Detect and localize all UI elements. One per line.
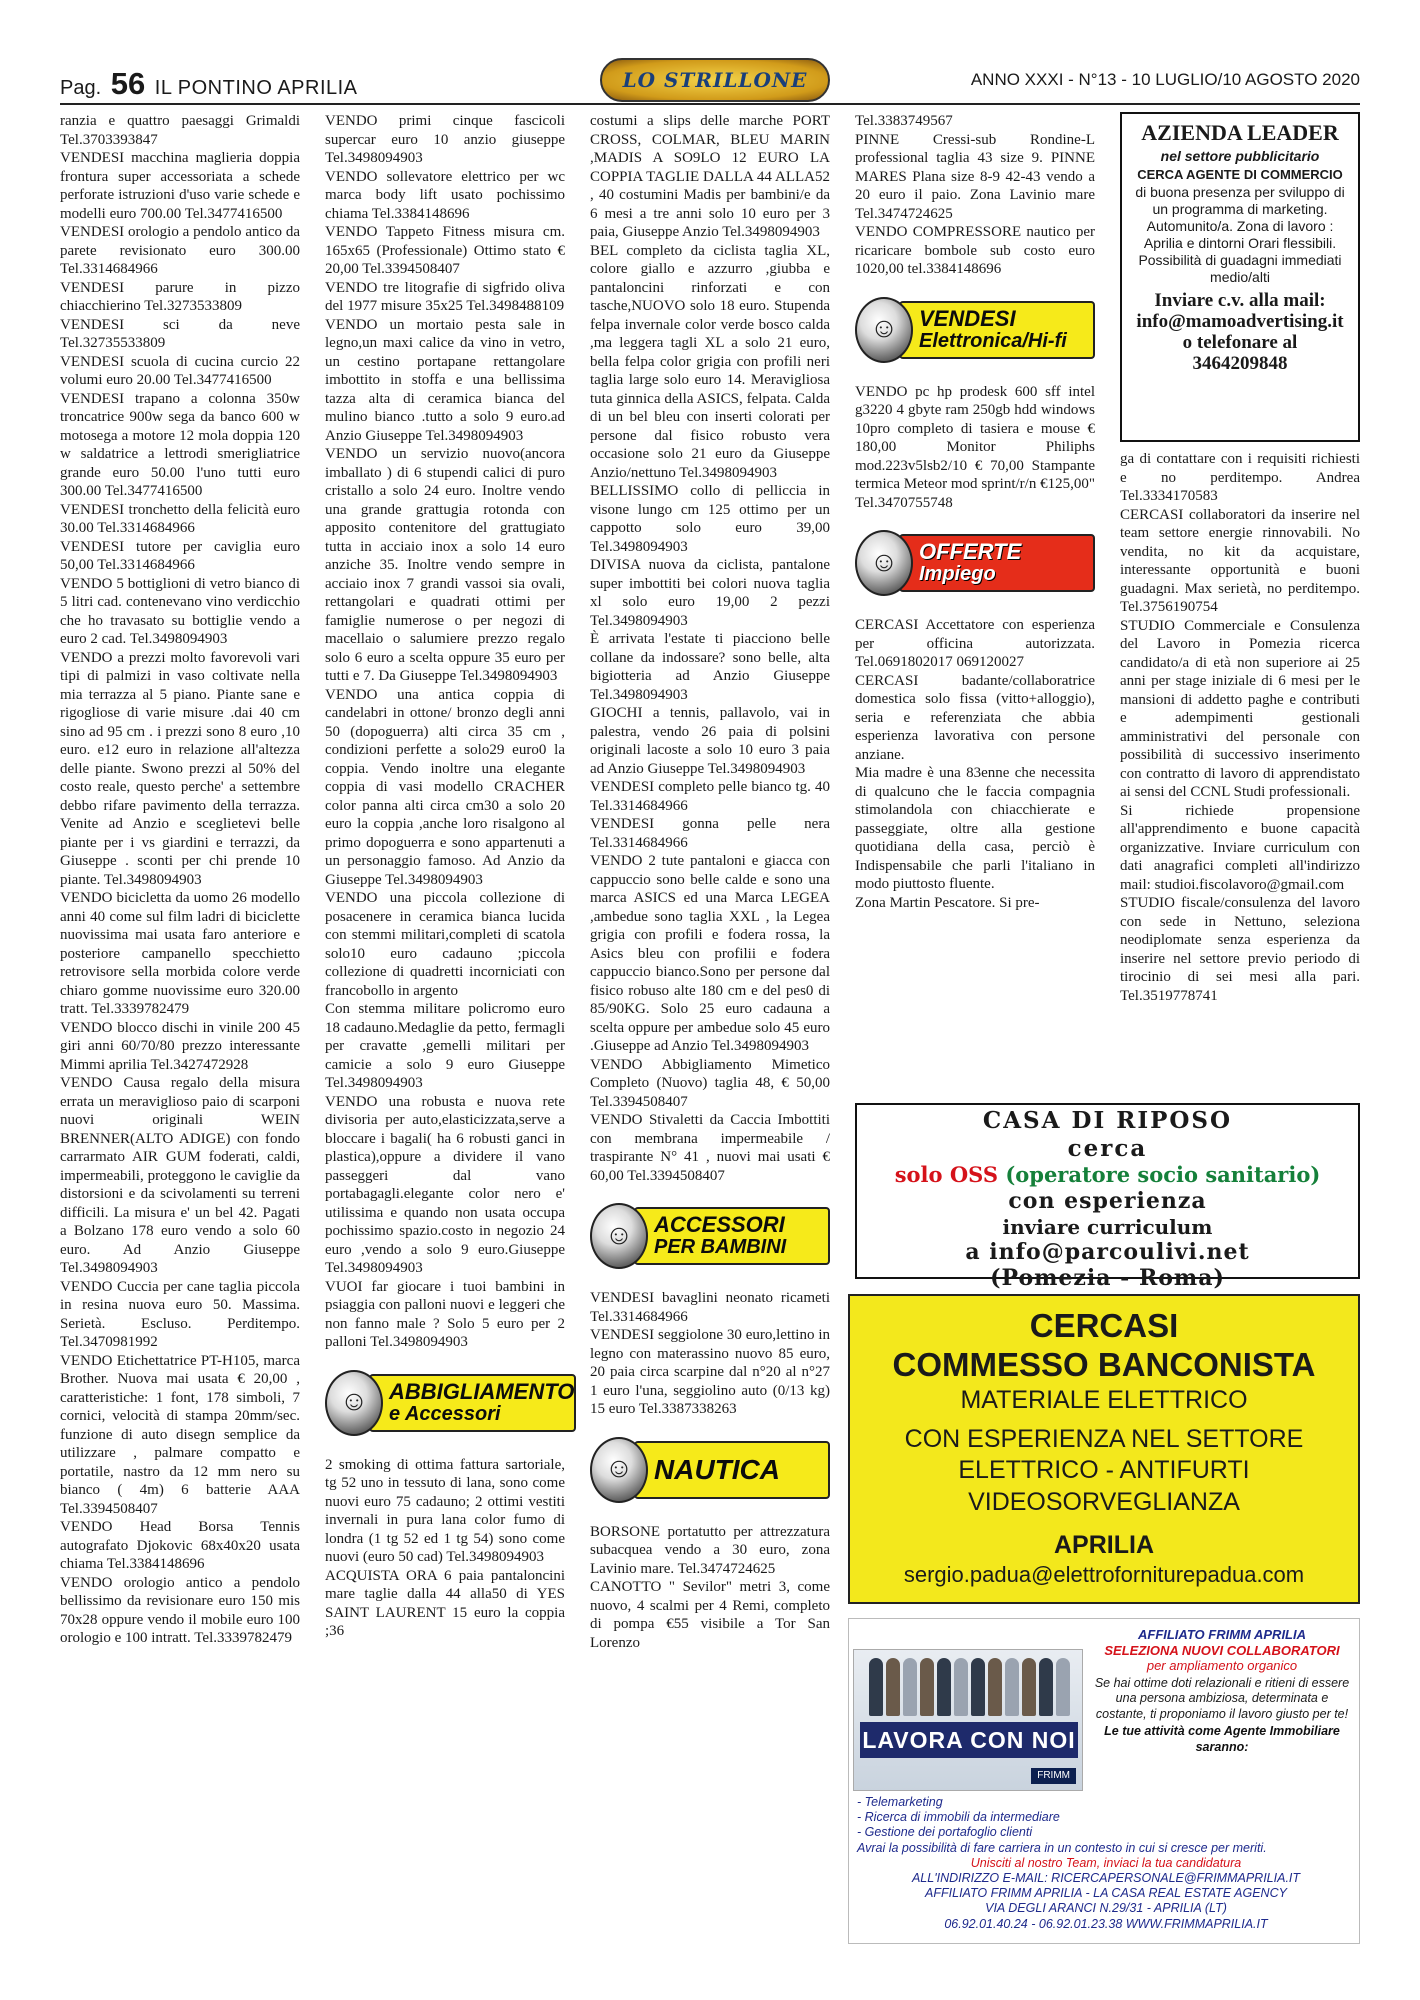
column-4 [855,112,1095,912]
commesso-sector: MATERIALE ELETTRICO [960,1386,1248,1414]
classified-ad: VENDO bicicletta da uomo 26 modello anni 40 come sul film ladri di biciclette nuovissima mai usata faro anteriore e posteriore campanello specchietto retrovisore sella morbida colore verde chiaro gomme nuovissime euro 320.00 tratt. Tel.3339782479 [60,890,300,1017]
frimm-contacts: 06.92.01.40.24 - 06.92.01.23.38 WWW.FRIMMAPRILIA.IT [944,1916,1268,1931]
frimm-affiliate: AFFILIATO FRIMM APRILIA [1137,1627,1307,1642]
section-header-abbigliamento [325,1364,575,1442]
classified-ad: È arrivata l'estate ti piacciono belle collane da indossare? sono belle, alta bigiotteria ad Anzio Giuseppe Tel.3498094903 [590,631,830,703]
page-header [60,58,1360,106]
header-rule [60,103,1360,105]
commesso-req-2: ELETTRICO - ANTIFURTI [958,1456,1250,1484]
classified-ad: CERCASI badante/collaboratrice domestica solo fissa (vitto+alloggio), seria e referenziata che abbia esperienza lavorativa con persone anziane. [855,672,1095,763]
people-illustration [860,1658,1078,1718]
page-number: 56 [110,66,146,101]
classified-ad: CANOTTO " Sevilor" metri 3, come nuovo, 4 scalmi per 4 Remi, completo di pompa €55 visibile a Tor San Lorenzo [590,1579,830,1651]
frimm-intro [1089,1627,1355,1755]
lavora-con-noi-banner: LAVORA CON NOI [860,1722,1078,1758]
frimm-address: VIA DEGLI ARANCI N.29/31 - APRILIA (LT) [985,1901,1227,1916]
classified-ad: VENDESI macchina maglieria doppia frontura super accessoriata a schede perforate istruzioni d'uso varie schede e modelli euro 700.00 Tel.3477416500 [60,150,300,222]
section-label-line1: NAUTICA [654,1453,780,1485]
commesso-role: COMMESSO BANCONISTA [892,1346,1316,1383]
newsboy-icon: ☺ [855,297,913,363]
classified-ad: VENDO un mortaio pesta sale in legno,un maxi calice da vino in vetro, un cestino portapane rettangolare imbottito in stoffa e una bellissima tazza alta di ceramica bianca del mulino bianco .tutto a solo 9 euro.ad Anzio Giuseppe Tel.3498094903 [325,316,565,444]
azienda-cerca: CERCA AGENTE DI COMMERCIO [1137,167,1343,182]
classified-ad: VENDO blocco dischi in vinile 200 45 giri anni 60/70/80 prezzo interessante Mimmi aprilia Tel.3427472928 [60,1019,300,1073]
azienda-leader-ad [1120,112,1360,442]
classified-ad: GIOCHI a tennis, pallavolo, vai in palestra, vendo 26 paia di polsini originali lacoste a solo 10 euro 3 paia ad Anzio Giuseppe Tel.3498094903 [590,705,830,777]
page-header-left [60,66,358,102]
classified-ad: VENDO sollevatore elettrico per wc marca body lift usato pochissimo chiama Tel.3384148696 [325,168,565,222]
casa-cerca: cerca [1067,1135,1148,1162]
section-label-line1: ABBIGLIAMENTO [389,1378,575,1404]
commesso-req-1: CON ESPERIENZA NEL SETTORE [904,1425,1304,1453]
classified-ad: BEL completo da ciclista taglia XL, colore giallo e azzurro ,giubba e pantaloncini rinforzati e con tasche,NUOVO solo 18 euro. Stupenda felpa invernale color verde bosco calda ,ma leggera tagli XL a solo 21 euro, bella felpa color grigia con profili neri taglia large solo euro 14. Meravigliosa tuta ginnica della ASICS, felpata. Calda di un bel bleu con inserti colorati per persone dal fisico robusto vera occasione solo 21 euro da Giuseppe Anzio/nettuno Tel.3498094903 [590,242,830,481]
classified-ad: VENDO Causa regalo della misura errata un meraviglioso paio di scarponi nuovi originali WEIN BRENNER(ALTO ADIGE) con fondo carrarmato AIR GUM foderati, caldi, impermeabili, proteggono le caviglie da distorsioni e da scivolamenti su terreni difficili. La misura e' un bel 42. Pagati a Bolzano 178 euro vendo a solo 60 euro. Ad Anzio Giuseppe Tel.3498094903 [60,1075,300,1276]
section-header-nautica [590,1431,830,1509]
classified-ad: VENDO Cuccia per cane taglia piccola in resina nuova euro 50. Massima. Serietà. Escluso. Perditempo. Tel.3470981992 [60,1278,300,1350]
classified-ad: VENDO orologio antico a pendolo bellissimo da revisionare euro 150 mis 70x28 oppure vendo il mobile euro 100 orologio e 100 intratt. Tel.3339782479 [60,1574,300,1646]
section-label-line1: ACCESSORI [654,1212,785,1237]
newsboy-icon: ☺ [855,530,913,596]
commesso-banconista-ad [848,1294,1360,1604]
page-prefix: Pag. [60,77,102,99]
casa-role [857,1162,1358,1188]
classified-ad: BORSONE portatutto per attrezzatura subacquea vendo a 30 euro, zona Lavinio mare. Tel.3474724625 [590,1523,830,1577]
casa-send-cv: inviare curriculum [1002,1215,1213,1239]
classified-ad: VENDESI trapano a colonna 350w troncatrice 900w sega da banco 600 w motosega a motore 12 mola doppia 120 w saldatrice a lettrodi smerigliatrice grande euro 50.00 l'uno tutti euro 300.00 Tel.3477416500 [60,390,300,499]
classified-ad: VENDO pc hp prodesk 600 sff intel g3220 4 gbyte ram 250gb hdd windows 10pro completo di tasiera e mouse € 180,00 Monitor Philiphs mod.223v5lsb2/10 € 70,00 Stampante termica Meteor mod sprint/r/n €125,00" Tel.3470755748 [855,383,1095,511]
classified-ad: VENDO una piccola collezione di posacenere in ceramica bianca lucida con stemmi militari,completi di scatola solo10 euro cadauno ;piccola collezione di quadretti incorniciati con francobollo in argento [325,890,565,999]
classified-ad: DIVISA nuova da ciclista, pantalone super imbottiti bei colori nuova taglia xl solo euro 19,00 2 pezzi Tel.3498094903 [590,557,830,629]
frimm-aprilia-ad [848,1618,1360,1944]
azienda-body: di buona presenza per sviluppo di un programma di marketing. Automunito/a. Zona di lavoro : Aprilia e dintorni Orari flessibili. Possibilità di guadagni immediati medio/alti [1135,184,1345,285]
classified-ad: costumi a slips delle marche PORT CROSS, COLMAR, BLEU MARIN ,MADIS A SO9LO 12 EURO LA COPPIA TAGLIE DALLA 44 ALLA52 , 40 costumini Madis per bambini/e da 6 mesi a tre anni solo 10 euro per 3 paia, Giuseppe Anzio Tel.3498094903 [590,113,830,240]
commesso-cercasi: CERCASI [1029,1307,1179,1344]
classified-ad: VENDO a prezzi molto favorevoli vari tipi di palmizi in vaso coltivate nella mia terrazza al 5 piano. Piante sane e rigogliose di varie misure .dai 40 cm sino ad 95 cm . i prezzi sono 8 euro ,10 euro. e12 euro in relazione all'altezza delle piante. Swono prezzi al 50% del costo reale, questo perche' a settembre debbo rifare pavimento della terrazza. Venite ad Anzio e sceglietevi belle piante per i vs giardini e terrazzi, da Giuseppe . sconti per chi prende 10 piante. Tel.3498094903 [60,649,300,888]
casa-role-desc: (operatore socio sanitario) [1005,1162,1321,1187]
azienda-phone: 3464209848 [1192,353,1288,374]
classified-ad: CERCASI collaboratori da inserire nel team settore energie rinnovabili. No vendita, no kit da acquistare, interessante opportunità e buoni guadagni. Max serietà, no perditempo. Tel.3756190754 [1120,506,1360,615]
classified-ad: VENDO Head Borsa Tennis autografato Djokovic 68x40x20 usata chiama Tel.3384148696 [60,1519,300,1572]
newsboy-icon: ☺ [590,1203,648,1269]
section-label [634,1441,830,1499]
classified-ad: STUDIO Commerciale e Consulenza del Lavoro in Pomezia ricerca candidato/a di età non superiore ai 25 anni per stage iniziale di 6 mesi per le mansioni di addetto paghe e contributi e adempimenti gestionali amministrativi del personale con possibilità di successivo inserimento con contratto di lavoro di apprendistato ai sensi del CCNL Studi professionali. [1120,617,1360,800]
classified-ad: VENDESI completo pelle bianco tg. 40 Tel.3314684966 [590,779,830,814]
azienda-contact: Inviare c.v. alla mail: info@mamoadvertising.it o telefonare al [1136,290,1344,353]
section-label-line2: Impiego [919,563,996,585]
classified-ad: STUDIO fiscale/consulenza del lavoro con sede in Nettuno, seleziona neodiplomate senza esperienza da inserire nel settore previo periodo di tirocinio di sei mesi alla pari. Tel.3519778741 [1120,895,1360,1004]
classified-ad: ranzia e quattro paesaggi Grimaldi Tel.3703393847 [60,113,300,148]
classified-ad: VENDESI scuola di cucina curcio 22 volumi euro 20.00 Tel.3477416500 [60,353,300,388]
classified-ad: ga di contattare con i requisiti richiesti e no perditempo. Andrea Tel.3334170583 [1120,451,1360,504]
classified-ad: VENDO 5 bottiglioni di vetro bianco di 5 litri cad. contenevano vino verdicchio che ho travasato su bottiglie vendo a euro 2 cad. Tel.3498094903 [60,575,300,647]
masthead-logo [600,58,830,102]
section-label-line1: VENDESI [919,305,1016,331]
newsboy-icon: ☺ [590,1437,648,1503]
frimm-activity: - Telemarketing [857,1795,943,1809]
column-2 [325,112,575,1641]
classified-ad: VENDESI sci da neve Tel.32735533809 [60,316,300,351]
team-photo [853,1649,1083,1791]
classified-ad: VENDESI orologio a pendolo antico da parete revisionato euro 300.00 Tel.3314684966 [60,224,300,277]
casa-location: (Pomezia - Roma) [990,1265,1225,1291]
frimm-pitch: Se hai ottime doti relazionali e ritieni di essere una persona ambiziosa, determinata e costante, ti proponiamo il lavoro giusto per te! [1094,1675,1350,1721]
column-5 [1120,450,1360,1005]
classified-ad: VENDO Tappeto Fitness misura cm. 165x65 (Professionale) Ottimo stato € 20,00 Tel.3394508407 [325,224,565,277]
frimm-career: Avrai la possibilità di fare carriera in un contesto in cui si cresce per meriti. [857,1840,1267,1855]
classified-ad: VENDO COMPRESSORE nautico per ricaricare bombole sub costo euro 1020,00 tel.3384148696 [855,224,1095,277]
section-header-offerte-impiego [855,524,1095,602]
frimm-agency: AFFILIATO FRIMM APRILIA - LA CASA REAL ESTATE AGENCY [925,1886,1287,1901]
frimm-expansion: per ampliamento organico [1146,1658,1298,1673]
classified-ad: VENDO una robusta e nuova rete divisoria per auto,elasticizzata,serve a bloccare i bagali( ha 6 robusti ganci in plastica),oppure a dividere il vano passeggeri dal vano portabagagli.elegante color nero e' utilissima e quando non usata occupa pochissimo spazio.costo in negozio 24 euro ,vendo a solo 9 euro.Giuseppe Tel.3498094903 [325,1093,565,1276]
frimm-activities-title: Le tue attività come Agente Immobiliare saranno: [1104,1724,1340,1754]
classified-ad: VENDESI tutore per caviglia euro 50,00 Tel.3314684966 [60,538,300,573]
frimm-logo: FRIMM [1031,1768,1076,1784]
section-label [369,1374,576,1432]
azienda-subtitle: nel settore pubblicitario [1160,148,1320,164]
classified-ad: VENDO un servizio nuovo(ancora imballato ) di 6 stupendi calici di puro cristallo a solo 24 euro. Inoltre vendo una grande grattugia rotonda con apposito contenitore del grattugiato tutta in acciaio inox a solo 14 euro anziche 35. Inoltre vendo sempre in acciaio inox 7 grandi vassoi sia ovali, rettangolari e quadrati ottimi per famiglie numerose o per negozi di macellaio o salumiere prezzo regalo solo 6 euro a scelta oppure 35 euro per tutti e 7. Da Giuseppe Tel.3498094903 [325,446,565,684]
frimm-call-to-action: Unisciti al nostro Team, inviaci la tua candidatura [970,1855,1242,1870]
classified-ad: VENDO tre litografie di sigfrido oliva del 1977 misure 35x25 Tel.3498488109 [325,279,565,314]
section-label-line1: OFFERTE [919,539,1022,564]
classified-ad: VENDO primi cinque fascicoli supercar euro 10 anzio giuseppe Tel.3498094903 [325,113,565,166]
frimm-details [857,1795,1355,1932]
classified-ad: PINNE Cressi-sub Rondine-L professional taglia 43 size 9. PINNE MARES Plana size 8-9 42-43 vendo a 20 euro il paio. Zona Lavinio mare Tel.3474724625 [855,131,1095,222]
classified-ad: VENDO una antica coppia di candelabri in ottone/ bronzo degli anni 50 (dopoguerra) alti circa 35 cm , condizioni perfette a solo29 euro0 la coppia. Vendo inoltre una elegante coppia di vasi modello CRACHER color panna alti circa cm30 a solo 20 euro la coppia ,anche loro risalgono al primo dopoguerra e sono appartenuti a un personaggio famoso. Ad Anzio da Giuseppe Tel.3498094903 [325,686,565,888]
logo-text: LO STRILLONE [622,68,808,92]
classified-ad: Zona Martin Pescatore. Si pre- [855,894,1040,911]
section-label [634,1207,830,1265]
classified-ad: Mia madre è una 83enne che necessita di qualcuno che le faccia compagnia stimolandola con chiacchierate e passeggiate, oltre alla gestione quotidiana della casa, perciò è Indispensabile che parli l'italiano in modo piuttosto fluente. [855,765,1095,892]
casa-title: CASA DI RIPOSO [982,1107,1233,1134]
commesso-req-3: VIDEOSORVEGLIANZA [968,1488,1240,1516]
section-label-line2: PER BAMBINI [654,1236,787,1258]
azienda-title: AZIENDA LEADER [1141,120,1339,145]
frimm-activity: - Ricerca di immobili da intermediare [857,1810,1060,1825]
section-label-line2: Elettronica/Hi-fi [919,329,1067,352]
classified-ad: VENDO Abbigliamento Mimetico Completo (Nuovo) taglia 48, € 50,00 Tel.3394508407 [590,1056,830,1110]
frimm-selection: SELEZIONA NUOVI COLLABORATORI [1104,1642,1340,1658]
issue-info: ANNO XXXI - N°13 - 10 LUGLIO/10 AGOSTO 2020 [970,70,1360,89]
classified-ad: VENDESI seggiolone 30 euro,lettino in legno con materassino nuovo 85 euro, 20 paia circa scarpine dal n°20 al n°27 1 euro l'una, seggiolino auto (0/13 kg) 15 euro Tel.3387338263 [590,1327,830,1417]
classified-ad: Si richiede propensione all'apprendimento e buone capacità organizzative. Inviare curriculum con dati anagrafici completi all'indirizzo mail: studioi.fiscolavoro@gmail.com [1120,802,1360,893]
classified-ad: VUOI far giocare i tuoi bambini in psiaggia con palloni nuovi e leggeri che non fanno male ? Solo 5 euro per 2 palloni Tel.3498094903 [325,1278,565,1350]
column-1 [60,112,300,1648]
casa-di-riposo-ad [855,1103,1360,1291]
casa-role-solo: solo [894,1162,943,1187]
casa-email: a info@parcoulivi.net [965,1239,1250,1265]
classified-ad: VENDO Etichettatrice PT-H105, marca Brother. Nuova mai usata € 20,00 , caratteristiche: 1 font, 178 simboli, 7 cornici, velocità di stampa 20mm/sec. funzione di auto disegn semplice da utilizzare , palmare compatto e portatile, nastro da 12 mm nero su bianco ( 4m) 6 batterie AAA Tel.3394508407 [60,1352,300,1517]
commesso-city: APRILIA [1054,1531,1154,1559]
section-header-accessori-bambini [590,1197,830,1275]
frimm-email: ALL'INDIRIZZO E-MAIL: RICERCAPERSONALE@FRIMMAPRILIA.IT [911,1871,1301,1886]
classified-ad: VENDESI bavaglini neonato ricameti Tel.3314684966 [590,1290,830,1325]
classified-ad: 2 smoking di ottima fattura sartoriale, tg 52 uno in tessuto di lana, sono come nuovi euro 75 cadauno; 2 ottimi vestiti invernali in pura lana color fumo di londra (1 tg 52 ed 1 tg 54) sono come nuovi (euro 50 cad) Tel.3498094903 [325,1456,565,1565]
classified-ad: Tel.3383749567 [855,113,953,129]
classified-ad: VENDO 2 tute pantaloni e giacca con cappuccio sono belle calde e sono una marca ASICS ed una Marca LEGEA ,ambedue sono taglia XXL , la Legea grigia con profili e fodera rossa, la Asics bleu con profilii e fodera cappuccio bianco.Sono per persone dal fisico robuso alte 180 cm e del pes0 di 85/90KG. Solo 25 euro cadauna a scelta oppure per ambedue solo 45 euro .Giuseppe ad Anzio Tel.3498094903 [590,853,830,1054]
classified-ad: VENDESI parure in pizzo chiacchierino Tel.3273533809 [60,279,300,314]
classified-ad: VENDESI tronchetto della felicità euro 30.00 Tel.3314684966 [60,501,300,536]
section-label-line2: e Accessori [389,1402,501,1425]
classified-ad: VENDO Stivaletti da Caccia Imbottiti con membrana impermeabile / traspirante N° 41 , nuovi mai usati € 60,00 Tel.3394508407 [590,1112,830,1184]
commesso-email: sergio.padua@elettroforniturepadua.com [903,1562,1305,1587]
newsboy-icon: ☺ [325,1370,383,1436]
classified-ad: VENDESI gonna pelle nera Tel.3314684966 [590,816,830,851]
classified-ad: ACQUISTA ORA 6 paia pantaloncini mare taglie dalla 44 alla50 di YES SAINT LAURENT 15 euro la coppia ;36 [325,1567,565,1639]
classified-ad: BELLISSIMO collo di pelliccia in visone lungo cm 125 ottimo per un cappotto solo euro 39,00 Tel.3498094903 [590,483,830,555]
classified-ad: CERCASI Accettatore con esperienza per officina autorizzata. Tel.0691802017 069120027 [855,617,1095,670]
column-3 [590,112,830,1652]
paper-name: IL PONTINO APRILIA [154,77,358,99]
casa-role-oss: OSS [949,1162,998,1187]
frimm-activity: - Gestione dei portafoglio clienti [857,1825,1033,1840]
classified-ad: Con stemma militare policromo euro 18 cadauno.Medaglie da petto, fermagli per cravatte ,gemelli militari per camicie a solo 9 euro Giuseppe Tel.3498094903 [325,1001,565,1091]
section-header-elettronica [855,291,1095,369]
casa-experience: con esperienza [1008,1188,1207,1214]
section-label [899,301,1095,359]
section-label [899,534,1095,592]
